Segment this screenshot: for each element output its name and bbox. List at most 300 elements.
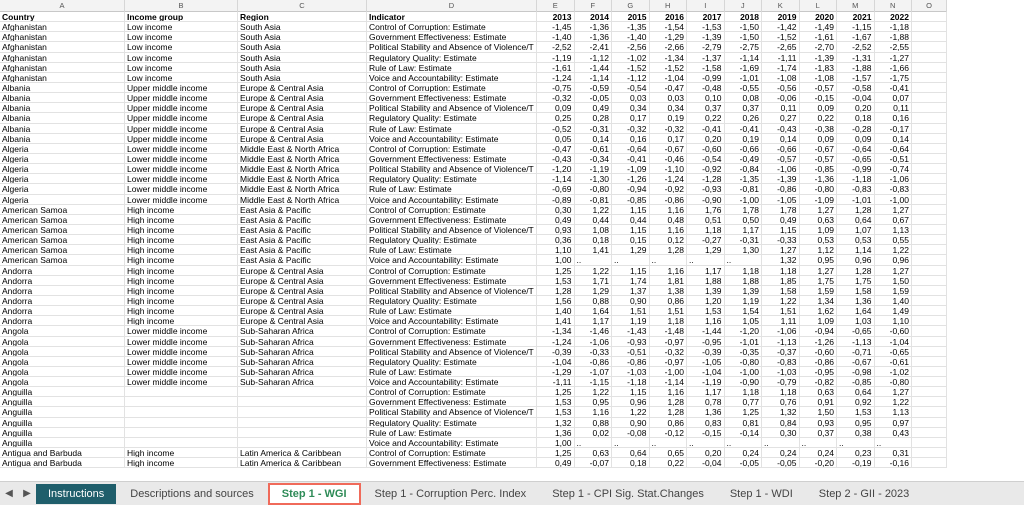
table-cell[interactable]: East Asia & Pacific <box>238 205 367 214</box>
table-cell[interactable]: -0,08 <box>612 428 650 437</box>
table-cell[interactable]: 0,53 <box>800 235 838 244</box>
table-cell[interactable]: 1,32 <box>762 255 800 264</box>
table-cell[interactable]: -0,85 <box>837 377 875 386</box>
table-cell[interactable]: 1,10 <box>875 316 913 325</box>
table-cell[interactable]: Sub-Saharan Africa <box>238 337 367 346</box>
table-cell[interactable]: Latin America & Caribbean <box>238 448 367 457</box>
table-cell[interactable]: 1,85 <box>762 276 800 285</box>
table-cell[interactable]: Europe & Central Asia <box>238 306 367 315</box>
column-letter-header[interactable]: J <box>725 0 763 12</box>
table-cell[interactable]: Control of Corruption: Estimate <box>367 205 537 214</box>
table-cell[interactable]: -0,41 <box>875 83 913 92</box>
table-cell[interactable]: 1,08 <box>575 225 613 234</box>
table-cell[interactable]: 0,90 <box>612 418 650 427</box>
table-cell[interactable]: High income <box>125 448 238 457</box>
table-cell[interactable]: -0,81 <box>725 184 763 193</box>
table-cell[interactable]: -1,40 <box>537 32 575 41</box>
table-cell[interactable]: South Asia <box>238 73 367 82</box>
table-cell[interactable]: -1,57 <box>837 73 875 82</box>
table-cell[interactable]: -0,94 <box>800 326 838 335</box>
table-cell[interactable]: 0,36 <box>537 235 575 244</box>
table-cell[interactable]: 0,09 <box>837 134 875 143</box>
table-cell[interactable]: -1,14 <box>537 174 575 183</box>
header-cell[interactable]: Income group <box>125 12 238 21</box>
table-cell[interactable]: Europe & Central Asia <box>238 286 367 295</box>
table-cell[interactable]: 1,53 <box>537 276 575 285</box>
table-cell[interactable]: Angola <box>0 357 125 366</box>
table-cell[interactable]: -1,42 <box>762 22 800 31</box>
table-cell[interactable]: Regulatory Quality: Estimate <box>367 113 537 122</box>
table-cell[interactable]: 0,86 <box>650 296 688 305</box>
table-cell[interactable]: Rule of Law: Estimate <box>367 63 537 72</box>
table-cell[interactable]: -2,75 <box>725 42 763 51</box>
tab-step1-wgi[interactable]: Step 1 - WGI <box>268 483 361 505</box>
table-cell[interactable]: Lower middle income <box>125 337 238 346</box>
table-cell[interactable]: Voice and Accountability: Estimate <box>367 134 537 143</box>
table-cell[interactable]: Low income <box>125 63 238 72</box>
table-cell[interactable]: -1,01 <box>725 337 763 346</box>
table-cell[interactable]: Rule of Law: Estimate <box>367 428 537 437</box>
table-cell[interactable]: 0,03 <box>650 93 688 102</box>
table-cell[interactable]: Europe & Central Asia <box>238 93 367 102</box>
table-cell[interactable]: -1,13 <box>837 337 875 346</box>
table-cell[interactable]: American Samoa <box>0 205 125 214</box>
table-cell[interactable]: -1,06 <box>762 164 800 173</box>
table-cell[interactable] <box>912 306 947 315</box>
table-cell[interactable]: 0,30 <box>537 205 575 214</box>
table-cell[interactable]: 1,38 <box>650 286 688 295</box>
table-cell[interactable]: Regulatory Quality: Estimate <box>367 174 537 183</box>
table-cell[interactable]: -0,83 <box>837 184 875 193</box>
table-cell[interactable]: -0,90 <box>687 195 725 204</box>
table-cell[interactable]: -1,88 <box>837 63 875 72</box>
table-cell[interactable]: 1,15 <box>762 225 800 234</box>
table-cell[interactable]: -0,33 <box>575 347 613 356</box>
header-cell[interactable]: 2017 <box>687 12 725 21</box>
table-cell[interactable] <box>912 367 947 376</box>
tab-step1-corruption-perc-index[interactable]: Step 1 - Corruption Perc. Index <box>374 487 527 500</box>
table-cell[interactable]: -1,00 <box>725 367 763 376</box>
table-cell[interactable]: 1,27 <box>875 387 913 396</box>
table-cell[interactable]: High income <box>125 286 238 295</box>
table-cell[interactable] <box>912 316 947 325</box>
tab-step1-cpi-sig-stat-changes[interactable]: Step 1 - CPI Sig. Stat.Changes <box>552 487 704 500</box>
table-cell[interactable]: Upper middle income <box>125 103 238 112</box>
table-cell[interactable]: Europe & Central Asia <box>238 124 367 133</box>
table-cell[interactable]: -2,65 <box>762 42 800 51</box>
table-cell[interactable]: -1,15 <box>575 377 613 386</box>
table-cell[interactable]: -1,14 <box>575 73 613 82</box>
table-cell[interactable]: Low income <box>125 32 238 41</box>
table-cell[interactable]: 0,84 <box>762 418 800 427</box>
table-cell[interactable]: 0,05 <box>537 134 575 143</box>
table-cell[interactable]: Angola <box>0 337 125 346</box>
table-cell[interactable]: East Asia & Pacific <box>238 235 367 244</box>
table-cell[interactable]: 0,44 <box>612 215 650 224</box>
table-cell[interactable]: East Asia & Pacific <box>238 225 367 234</box>
table-cell[interactable]: Algeria <box>0 184 125 193</box>
table-cell[interactable]: -0,86 <box>800 357 838 366</box>
table-cell[interactable] <box>125 438 238 447</box>
table-cell[interactable]: Low income <box>125 42 238 51</box>
table-cell[interactable]: -0,32 <box>650 124 688 133</box>
header-cell[interactable]: 2022 <box>875 12 913 21</box>
tab-instructions[interactable]: Instructions <box>36 484 116 504</box>
table-cell[interactable]: Andorra <box>0 296 125 305</box>
table-cell[interactable]: -0,19 <box>837 458 875 467</box>
prev-sheet-arrow-icon[interactable]: ◀ <box>5 487 13 499</box>
table-cell[interactable]: 0,18 <box>612 458 650 467</box>
table-cell[interactable]: 1,22 <box>762 296 800 305</box>
table-cell[interactable]: Sub-Saharan Africa <box>238 357 367 366</box>
table-cell[interactable]: 1,18 <box>762 266 800 275</box>
table-cell[interactable]: East Asia & Pacific <box>238 255 367 264</box>
table-cell[interactable]: 1,64 <box>575 306 613 315</box>
table-cell[interactable]: Andorra <box>0 276 125 285</box>
table-cell[interactable] <box>238 397 367 406</box>
table-cell[interactable]: -0,15 <box>687 428 725 437</box>
table-cell[interactable]: Government Effectiveness: Estimate <box>367 397 537 406</box>
table-cell[interactable]: 1,53 <box>537 407 575 416</box>
tab-descriptions-and-sources[interactable]: Descriptions and sources <box>130 487 254 500</box>
table-cell[interactable]: -1,35 <box>725 174 763 183</box>
table-cell[interactable]: 1,27 <box>800 205 838 214</box>
table-cell[interactable]: -2,55 <box>875 42 913 51</box>
table-cell[interactable]: -0,93 <box>687 184 725 193</box>
table-cell[interactable]: -0,20 <box>800 458 838 467</box>
table-cell[interactable]: 0,63 <box>800 215 838 224</box>
table-cell[interactable]: Control of Corruption: Estimate <box>367 22 537 31</box>
table-cell[interactable]: -1,10 <box>650 164 688 173</box>
tab-step2-gii-2023[interactable]: Step 2 - GII - 2023 <box>818 487 910 500</box>
table-cell[interactable]: 1,32 <box>762 407 800 416</box>
table-cell[interactable]: 1,05 <box>725 316 763 325</box>
header-cell[interactable]: 2020 <box>800 12 838 21</box>
table-cell[interactable]: 0,16 <box>875 113 913 122</box>
table-cell[interactable]: -1,12 <box>612 73 650 82</box>
table-cell[interactable]: -0,60 <box>875 326 913 335</box>
table-cell[interactable]: 0,24 <box>725 448 763 457</box>
table-cell[interactable]: -0,31 <box>725 235 763 244</box>
table-cell[interactable]: 0,20 <box>687 134 725 143</box>
header-cell[interactable] <box>912 12 947 21</box>
table-cell[interactable]: -1,26 <box>800 337 838 346</box>
table-cell[interactable]: Voice and Accountability: Estimate <box>367 316 537 325</box>
table-cell[interactable] <box>125 397 238 406</box>
table-cell[interactable] <box>238 387 367 396</box>
table-cell[interactable]: Lower middle income <box>125 357 238 366</box>
table-cell[interactable]: 1,18 <box>725 387 763 396</box>
table-cell[interactable]: 0,27 <box>762 113 800 122</box>
table-cell[interactable]: Control of Corruption: Estimate <box>367 144 537 153</box>
table-cell[interactable]: -1,01 <box>837 195 875 204</box>
table-cell[interactable]: Europe & Central Asia <box>238 316 367 325</box>
table-cell[interactable]: -1,29 <box>537 367 575 376</box>
table-cell[interactable]: 1,16 <box>650 266 688 275</box>
column-letter-header[interactable]: D <box>367 0 537 12</box>
table-cell[interactable]: 0,91 <box>800 397 838 406</box>
table-cell[interactable]: -0,67 <box>800 144 838 153</box>
table-cell[interactable]: -0,80 <box>800 184 838 193</box>
table-cell[interactable]: 1,25 <box>537 387 575 396</box>
table-cell[interactable]: 1,07 <box>837 225 875 234</box>
table-cell[interactable]: Control of Corruption: Estimate <box>367 326 537 335</box>
table-cell[interactable]: -1,50 <box>725 32 763 41</box>
table-cell[interactable]: Angola <box>0 377 125 386</box>
table-cell[interactable]: American Samoa <box>0 255 125 264</box>
table-cell[interactable]: -0,82 <box>800 377 838 386</box>
table-cell[interactable] <box>912 174 947 183</box>
table-cell[interactable]: 1,15 <box>612 266 650 275</box>
table-cell[interactable]: Albania <box>0 134 125 143</box>
table-cell[interactable]: -1,12 <box>575 53 613 62</box>
table-cell[interactable]: -1,39 <box>687 32 725 41</box>
table-cell[interactable]: -0,04 <box>687 458 725 467</box>
table-cell[interactable]: 1,30 <box>725 245 763 254</box>
table-cell[interactable]: 1,22 <box>875 397 913 406</box>
header-cell[interactable]: 2019 <box>762 12 800 21</box>
header-cell[interactable]: Region <box>238 12 367 21</box>
table-cell[interactable]: 1,16 <box>650 205 688 214</box>
table-cell[interactable]: 0,18 <box>575 235 613 244</box>
table-cell[interactable]: Low income <box>125 22 238 31</box>
table-cell[interactable]: Antigua and Barbuda <box>0 448 125 457</box>
table-cell[interactable]: Anguilla <box>0 397 125 406</box>
table-cell[interactable]: -0,39 <box>537 347 575 356</box>
table-cell[interactable]: 0,96 <box>612 397 650 406</box>
table-cell[interactable]: 0,55 <box>875 235 913 244</box>
table-cell[interactable]: 0,49 <box>537 458 575 467</box>
table-cell[interactable]: Voice and Accountability: Estimate <box>367 377 537 386</box>
table-cell[interactable]: Anguilla <box>0 428 125 437</box>
table-cell[interactable]: 1,59 <box>800 286 838 295</box>
table-cell[interactable]: 0,07 <box>875 93 913 102</box>
table-cell[interactable]: 1,78 <box>725 205 763 214</box>
table-cell[interactable]: Anguilla <box>0 438 125 447</box>
table-cell[interactable]: High income <box>125 458 238 467</box>
table-cell[interactable]: -1,04 <box>687 367 725 376</box>
table-cell[interactable]: -0,61 <box>875 357 913 366</box>
table-cell[interactable]: Europe & Central Asia <box>238 296 367 305</box>
table-cell[interactable]: -0,75 <box>537 83 575 92</box>
table-cell[interactable]: 1,51 <box>612 306 650 315</box>
table-cell[interactable]: High income <box>125 316 238 325</box>
table-cell[interactable]: South Asia <box>238 63 367 72</box>
table-cell[interactable]: Algeria <box>0 164 125 173</box>
table-cell[interactable]: High income <box>125 205 238 214</box>
table-cell[interactable]: -0,93 <box>612 337 650 346</box>
table-cell[interactable]: -1,54 <box>650 22 688 31</box>
table-cell[interactable] <box>912 53 947 62</box>
table-cell[interactable]: -1,00 <box>650 367 688 376</box>
table-cell[interactable]: Albania <box>0 113 125 122</box>
table-cell[interactable]: -1,08 <box>800 73 838 82</box>
table-cell[interactable]: 1,49 <box>875 306 913 315</box>
table-cell[interactable]: 1,00 <box>537 255 575 264</box>
table-cell[interactable]: 1,53 <box>687 306 725 315</box>
table-cell[interactable]: Algeria <box>0 174 125 183</box>
column-letter-header[interactable]: B <box>125 0 238 12</box>
table-cell[interactable]: 1,36 <box>687 407 725 416</box>
table-cell[interactable]: -0,61 <box>575 144 613 153</box>
table-cell[interactable]: Afghanistan <box>0 42 125 51</box>
table-cell[interactable]: Middle East & North Africa <box>238 184 367 193</box>
table-cell[interactable]: South Asia <box>238 32 367 41</box>
table-cell[interactable]: 0,28 <box>575 113 613 122</box>
table-cell[interactable] <box>912 134 947 143</box>
table-cell[interactable]: -1,15 <box>837 22 875 31</box>
table-cell[interactable]: -1,05 <box>762 195 800 204</box>
table-cell[interactable]: -1,11 <box>762 53 800 62</box>
table-cell[interactable]: American Samoa <box>0 235 125 244</box>
table-cell[interactable]: -0,51 <box>875 154 913 163</box>
table-cell[interactable]: 1,88 <box>725 276 763 285</box>
table-cell[interactable]: 0,90 <box>612 296 650 305</box>
table-cell[interactable]: High income <box>125 276 238 285</box>
table-cell[interactable]: -0,41 <box>687 124 725 133</box>
table-cell[interactable]: -1,09 <box>800 195 838 204</box>
table-cell[interactable]: 1,62 <box>800 306 838 315</box>
table-cell[interactable]: -0,99 <box>687 73 725 82</box>
table-cell[interactable]: Voice and Accountability: Estimate <box>367 438 537 447</box>
table-cell[interactable]: 0,18 <box>837 113 875 122</box>
table-cell[interactable]: -0,80 <box>725 357 763 366</box>
table-cell[interactable]: -0,57 <box>800 154 838 163</box>
table-cell[interactable] <box>912 225 947 234</box>
table-cell[interactable]: Lower middle income <box>125 144 238 153</box>
table-cell[interactable]: Middle East & North Africa <box>238 144 367 153</box>
column-letter-header[interactable]: O <box>912 0 947 12</box>
table-cell[interactable]: -0,48 <box>687 83 725 92</box>
table-cell[interactable]: 0,02 <box>575 428 613 437</box>
table-cell[interactable] <box>912 377 947 386</box>
table-cell[interactable]: -1,29 <box>650 32 688 41</box>
table-cell[interactable]: -1,45 <box>537 22 575 31</box>
table-cell[interactable]: 1,17 <box>687 387 725 396</box>
table-cell[interactable]: -1,14 <box>725 53 763 62</box>
table-cell[interactable]: -0,49 <box>725 154 763 163</box>
table-cell[interactable]: Algeria <box>0 144 125 153</box>
table-cell[interactable]: -0,69 <box>537 184 575 193</box>
table-cell[interactable]: Anguilla <box>0 387 125 396</box>
table-cell[interactable]: .. <box>612 255 650 264</box>
table-cell[interactable] <box>912 195 947 204</box>
table-cell[interactable] <box>912 22 947 31</box>
table-cell[interactable]: -0,92 <box>650 184 688 193</box>
table-cell[interactable]: .. <box>837 438 875 447</box>
table-cell[interactable] <box>912 347 947 356</box>
table-cell[interactable]: Regulatory Quality: Estimate <box>367 53 537 62</box>
table-cell[interactable]: -1,44 <box>687 326 725 335</box>
table-cell[interactable]: Middle East & North Africa <box>238 174 367 183</box>
table-cell[interactable]: Angola <box>0 367 125 376</box>
table-cell[interactable]: 0,49 <box>762 215 800 224</box>
table-cell[interactable]: Lower middle income <box>125 347 238 356</box>
header-cell[interactable]: 2015 <box>612 12 650 21</box>
header-cell[interactable]: 2014 <box>575 12 613 21</box>
table-cell[interactable]: 1,19 <box>612 316 650 325</box>
table-cell[interactable]: Rule of Law: Estimate <box>367 184 537 193</box>
table-cell[interactable]: Government Effectiveness: Estimate <box>367 215 537 224</box>
table-cell[interactable]: -0,79 <box>762 377 800 386</box>
table-cell[interactable]: -0,85 <box>612 195 650 204</box>
table-cell[interactable]: -0,99 <box>837 164 875 173</box>
table-cell[interactable]: 0,19 <box>650 113 688 122</box>
header-cell[interactable]: 2013 <box>537 12 575 21</box>
table-cell[interactable]: 0,96 <box>875 255 913 264</box>
table-cell[interactable]: Low income <box>125 73 238 82</box>
table-cell[interactable]: South Asia <box>238 22 367 31</box>
table-cell[interactable]: Control of Corruption: Estimate <box>367 387 537 396</box>
table-cell[interactable] <box>912 397 947 406</box>
column-letter-header[interactable]: L <box>800 0 838 12</box>
table-cell[interactable] <box>912 73 947 82</box>
table-cell[interactable]: Albania <box>0 124 125 133</box>
table-cell[interactable]: -1,24 <box>650 174 688 183</box>
table-cell[interactable]: -1,37 <box>687 53 725 62</box>
table-cell[interactable]: Voice and Accountability: Estimate <box>367 73 537 82</box>
table-cell[interactable]: 0,24 <box>800 448 838 457</box>
column-letter-header[interactable]: N <box>875 0 913 12</box>
table-cell[interactable]: 1,16 <box>575 407 613 416</box>
table-cell[interactable]: 1,39 <box>725 286 763 295</box>
table-cell[interactable]: -1,39 <box>762 174 800 183</box>
table-cell[interactable]: .. <box>762 438 800 447</box>
table-cell[interactable]: 1,53 <box>837 407 875 416</box>
table-cell[interactable]: -0,05 <box>575 93 613 102</box>
table-cell[interactable]: 1,28 <box>650 397 688 406</box>
table-cell[interactable]: -1,49 <box>800 22 838 31</box>
table-cell[interactable]: 1,29 <box>612 245 650 254</box>
table-cell[interactable] <box>912 184 947 193</box>
table-cell[interactable]: 0,11 <box>762 103 800 112</box>
table-cell[interactable]: -0,37 <box>762 347 800 356</box>
table-cell[interactable]: 1,17 <box>575 316 613 325</box>
table-cell[interactable]: 0,09 <box>800 134 838 143</box>
table-cell[interactable]: Andorra <box>0 286 125 295</box>
table-cell[interactable]: -0,57 <box>800 83 838 92</box>
table-cell[interactable]: 0,64 <box>837 387 875 396</box>
table-cell[interactable]: -0,31 <box>575 124 613 133</box>
table-cell[interactable]: 0,16 <box>612 134 650 143</box>
table-cell[interactable]: 1,27 <box>800 266 838 275</box>
table-cell[interactable]: 0,11 <box>875 103 913 112</box>
table-cell[interactable]: -0,46 <box>650 154 688 163</box>
table-cell[interactable]: -0,64 <box>612 144 650 153</box>
table-cell[interactable]: 0,95 <box>837 418 875 427</box>
table-cell[interactable]: 1,81 <box>650 276 688 285</box>
table-cell[interactable]: -1,07 <box>575 367 613 376</box>
table-cell[interactable]: 0,17 <box>612 113 650 122</box>
table-cell[interactable]: Europe & Central Asia <box>238 266 367 275</box>
table-cell[interactable]: .. <box>725 255 763 264</box>
table-cell[interactable]: -1,05 <box>687 357 725 366</box>
table-cell[interactable] <box>912 83 947 92</box>
table-cell[interactable]: 1,54 <box>725 306 763 315</box>
table-cell[interactable]: 0,64 <box>612 448 650 457</box>
table-cell[interactable] <box>912 215 947 224</box>
table-cell[interactable]: -1,48 <box>650 326 688 335</box>
table-cell[interactable]: -1,61 <box>537 63 575 72</box>
table-cell[interactable]: Lower middle income <box>125 195 238 204</box>
table-cell[interactable]: 1,17 <box>687 266 725 275</box>
table-cell[interactable]: Lower middle income <box>125 174 238 183</box>
table-cell[interactable] <box>912 32 947 41</box>
table-cell[interactable]: -1,08 <box>762 73 800 82</box>
table-cell[interactable] <box>912 154 947 163</box>
tab-step1-wdi[interactable]: Step 1 - WDI <box>729 487 793 500</box>
table-cell[interactable] <box>912 337 947 346</box>
